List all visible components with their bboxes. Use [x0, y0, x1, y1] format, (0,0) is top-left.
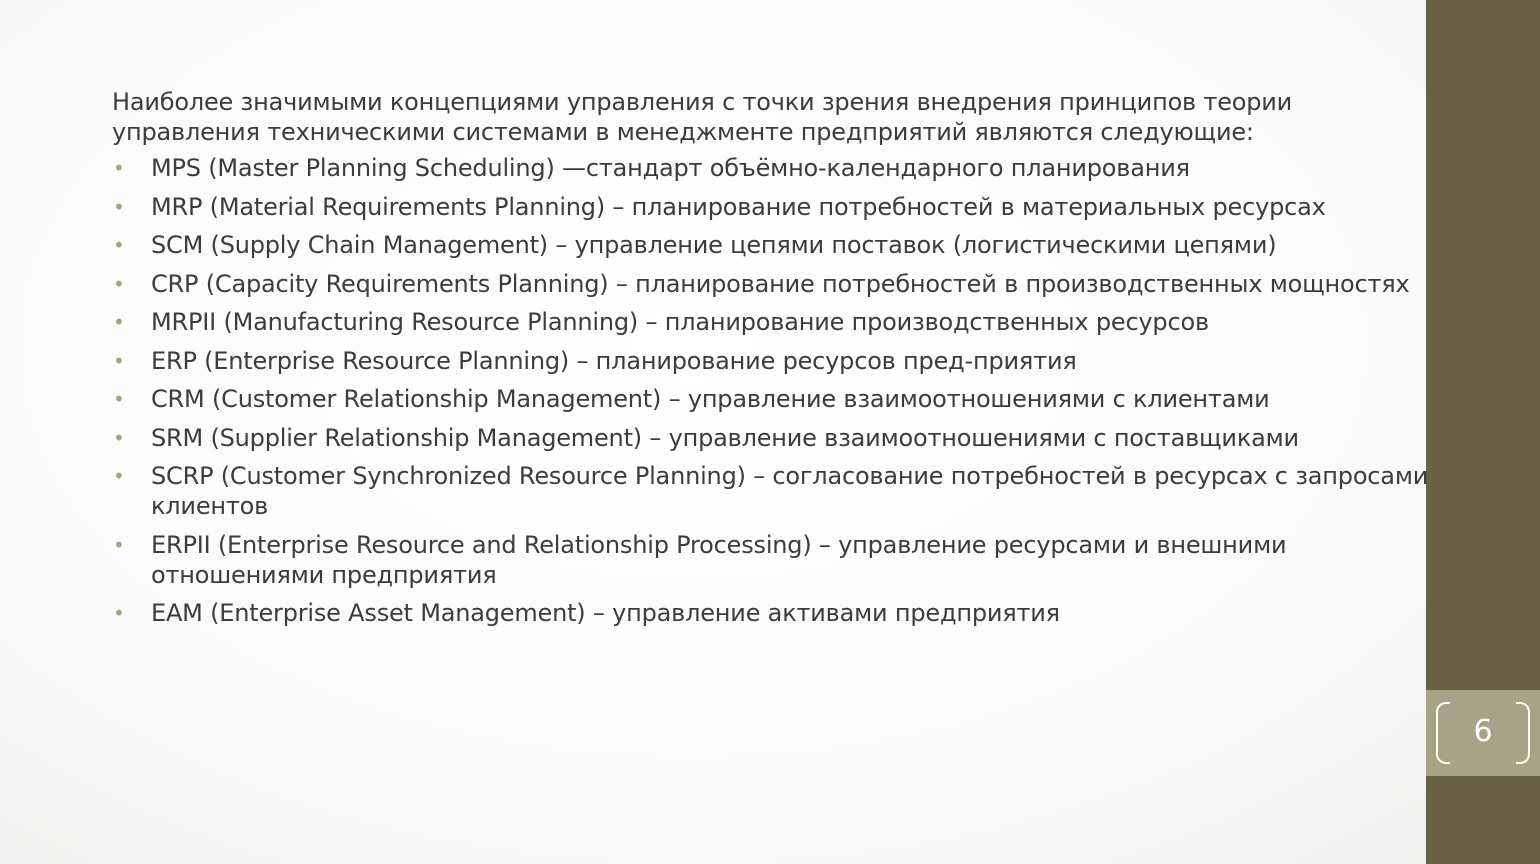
list-item-text: EAM (Enterprise Asset Management) – управление активами предприятия — [151, 599, 1060, 627]
list-item-text: MRPII (Manufacturing Resource Planning) – планирование производственных ресурсов — [151, 308, 1209, 336]
list-item — [112, 307, 1432, 337]
bullet-icon: • — [113, 233, 125, 257]
list-item — [112, 346, 1432, 376]
bullet-icon: • — [113, 310, 125, 334]
list-item-text: SCM (Supply Chain Management) – управление цепями поставок (логистическими цепями) — [151, 231, 1277, 259]
bullet-icon: • — [113, 156, 125, 180]
list-item — [112, 269, 1432, 299]
list-item-text: SRM (Supplier Relationship Management) – управление взаимоотношениями с поставщиками — [151, 423, 1299, 452]
list-item — [112, 530, 1432, 590]
bullet-icon: • — [113, 387, 125, 411]
list-item — [112, 423, 1432, 453]
intro-text: Наиболее значимыми концепциями управления с точки зрения внедрения принципов теории управления техническими системами в менеджменте предприятий являются следующие: — [112, 88, 1293, 146]
list-item-text: ERPII (Enterprise Resource and Relationship Processing) – управление ресурсами и внешними отношениями предприятия — [151, 530, 1287, 589]
list-item — [112, 461, 1432, 521]
bullet-icon: • — [113, 532, 125, 557]
bullet-icon: • — [113, 348, 125, 373]
list-item — [112, 598, 1432, 628]
bullet-icon: • — [113, 271, 125, 296]
list-item-text: MPS (Master Planning Scheduling) —стандарт объёмно-календарного планирования — [151, 154, 1190, 182]
slide-content — [112, 87, 1432, 637]
list-item-text: CRP (Capacity Requirements Planning) – планирование потребностей в производственных мощностях — [151, 269, 1410, 298]
list-item-text: SCRP (Customer Synchronized Resource Planning) – согласование потребностей в ресурсах с запросами клиентов — [151, 462, 1429, 520]
list-item — [112, 192, 1432, 222]
bullet-icon: • — [113, 194, 125, 219]
list-item-text: CRM (Customer Relationship Management) – управление взаимоотношениями с клиентами — [151, 385, 1270, 413]
list-item — [112, 384, 1432, 414]
right-bracket-icon — [1516, 702, 1530, 764]
bullet-icon: • — [113, 425, 125, 450]
bullet-icon: • — [113, 464, 125, 488]
list-item — [112, 153, 1432, 183]
page-number: 6 — [1473, 714, 1493, 749]
list-item-text: ERP (Enterprise Resource Planning) – планирование ресурсов пред-приятия — [151, 346, 1077, 375]
concepts-list — [112, 153, 1432, 628]
page-number-box — [1426, 690, 1540, 776]
bullet-icon: • — [113, 601, 125, 625]
list-item — [112, 230, 1432, 260]
list-item-text: MRP (Material Requirements Planning) – планирование потребностей в материальных ресурсах — [151, 192, 1326, 221]
